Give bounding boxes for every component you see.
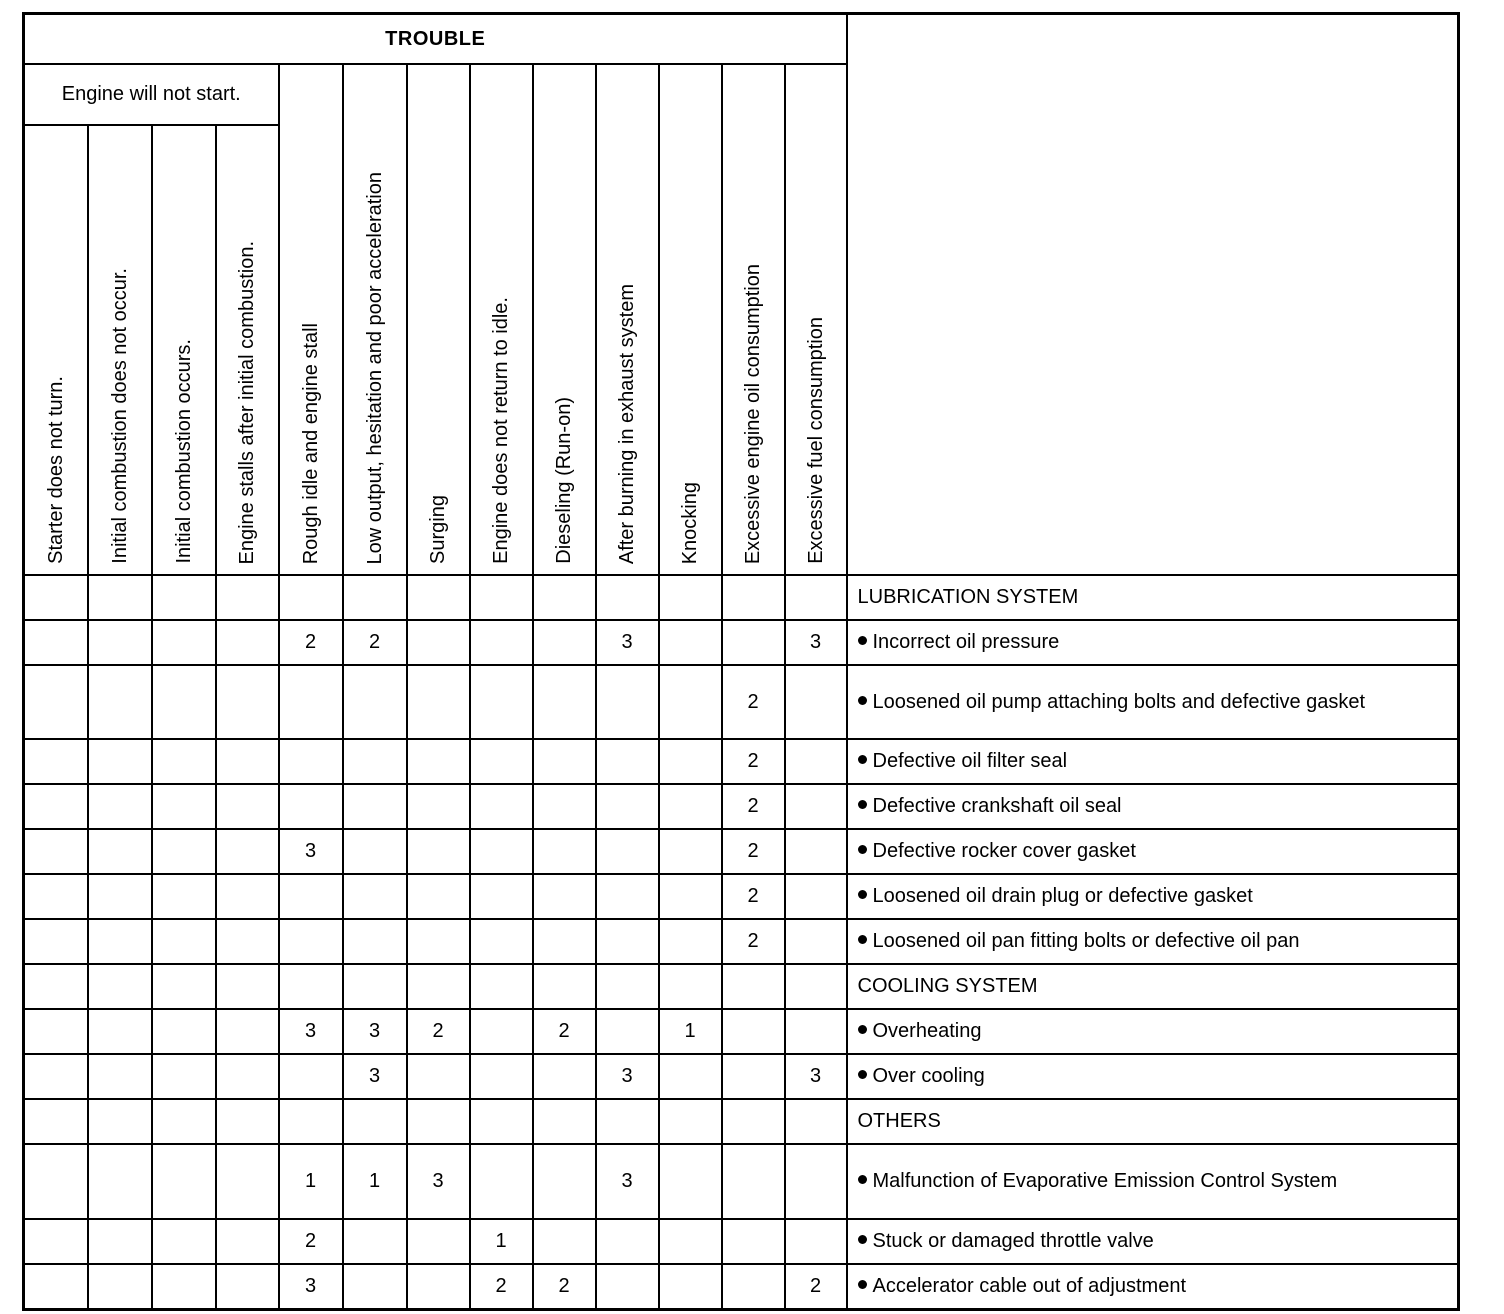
rating-cell bbox=[596, 575, 659, 620]
col-header-1 bbox=[24, 125, 88, 575]
bullet-icon bbox=[858, 1025, 867, 1034]
table-row bbox=[24, 1009, 1459, 1054]
rating-cell bbox=[88, 1144, 152, 1219]
rating-cell bbox=[785, 964, 847, 1009]
rating-cell bbox=[470, 874, 533, 919]
rating-cell: 1 bbox=[343, 1144, 407, 1219]
col-header-label: Low output, hesitation and poor acceleration bbox=[363, 171, 386, 564]
rating-cell: 2 bbox=[722, 829, 785, 874]
cause-cell bbox=[847, 784, 1459, 829]
section-row bbox=[24, 575, 1459, 620]
rating-cell bbox=[785, 739, 847, 784]
rating-cell: 3 bbox=[407, 1144, 470, 1219]
col-header-4 bbox=[216, 125, 279, 575]
rating-cell bbox=[88, 1099, 152, 1144]
rating-cell bbox=[343, 739, 407, 784]
rating-cell bbox=[659, 784, 722, 829]
rating-cell bbox=[533, 620, 596, 665]
rating-cell bbox=[785, 1144, 847, 1219]
rating-cell bbox=[407, 964, 470, 1009]
rating-cell bbox=[88, 874, 152, 919]
rating-cell: 2 bbox=[343, 620, 407, 665]
rating-cell bbox=[216, 620, 279, 665]
rating-cell: 2 bbox=[533, 1009, 596, 1054]
rating-cell bbox=[659, 620, 722, 665]
rating-cell bbox=[533, 919, 596, 964]
rating-cell bbox=[88, 964, 152, 1009]
rating-cell bbox=[722, 1219, 785, 1264]
rating-cell: 3 bbox=[343, 1054, 407, 1099]
cause-label: Defective oil filter seal bbox=[872, 750, 1068, 772]
rating-cell bbox=[279, 874, 343, 919]
table-row bbox=[24, 919, 1459, 964]
rating-cell: 2 bbox=[722, 874, 785, 919]
rating-cell: 3 bbox=[596, 620, 659, 665]
rating-cell bbox=[24, 620, 88, 665]
section-label: OTHERS bbox=[857, 1110, 941, 1132]
cause-label: Overheating bbox=[872, 1020, 982, 1042]
rating-cell bbox=[722, 1099, 785, 1144]
rating-cell bbox=[722, 1264, 785, 1310]
rating-cell bbox=[343, 1099, 407, 1144]
col-header-12 bbox=[722, 64, 785, 575]
rating-cell bbox=[596, 1219, 659, 1264]
rating-cell bbox=[470, 739, 533, 784]
rating-cell bbox=[152, 665, 216, 739]
col-header-label: After burning in exhaust system bbox=[616, 283, 638, 564]
rating-cell bbox=[407, 665, 470, 739]
rating-cell bbox=[88, 620, 152, 665]
rating-cell bbox=[24, 964, 88, 1009]
table-body bbox=[24, 575, 1459, 1310]
table-row bbox=[24, 874, 1459, 919]
rating-cell bbox=[24, 1099, 88, 1144]
rating-cell bbox=[722, 964, 785, 1009]
rating-cell bbox=[596, 829, 659, 874]
rating-cell bbox=[88, 829, 152, 874]
table-row bbox=[24, 620, 1459, 665]
rating-cell bbox=[152, 829, 216, 874]
rating-cell bbox=[470, 1144, 533, 1219]
rating-cell bbox=[152, 1009, 216, 1054]
rating-cell bbox=[279, 1099, 343, 1144]
rating-cell bbox=[533, 784, 596, 829]
rating-cell bbox=[596, 1099, 659, 1144]
rating-cell: 2 bbox=[407, 1009, 470, 1054]
section-row bbox=[24, 1099, 1459, 1144]
col-header-10 bbox=[596, 64, 659, 575]
cause-label: Over cooling bbox=[872, 1065, 985, 1087]
rating-cell bbox=[407, 784, 470, 829]
cause-cell bbox=[847, 739, 1459, 784]
rating-cell bbox=[216, 575, 279, 620]
trouble-diagnosis-table bbox=[22, 12, 1460, 1311]
rating-cell bbox=[533, 1054, 596, 1099]
rating-cell bbox=[659, 739, 722, 784]
col-header-label: Knocking bbox=[679, 481, 701, 564]
rating-cell bbox=[659, 665, 722, 739]
rating-cell bbox=[470, 1009, 533, 1054]
rating-cell bbox=[152, 919, 216, 964]
rating-cell bbox=[785, 919, 847, 964]
rating-cell bbox=[152, 620, 216, 665]
table-row bbox=[24, 665, 1459, 739]
section-label-cell bbox=[847, 575, 1459, 620]
rating-cell bbox=[24, 665, 88, 739]
rating-cell bbox=[343, 1219, 407, 1264]
rating-cell bbox=[152, 964, 216, 1009]
col-header-7 bbox=[407, 64, 470, 575]
section-label: COOLING SYSTEM bbox=[857, 975, 1038, 997]
table-row bbox=[24, 1264, 1459, 1310]
col-header-label: Engine stalls after initial combustion. bbox=[236, 240, 258, 564]
rating-cell bbox=[533, 874, 596, 919]
rating-cell bbox=[785, 1099, 847, 1144]
rating-cell bbox=[470, 919, 533, 964]
rating-cell bbox=[216, 964, 279, 1009]
rating-cell: 1 bbox=[659, 1009, 722, 1054]
table-row bbox=[24, 1219, 1459, 1264]
rating-cell bbox=[24, 1264, 88, 1310]
rating-cell bbox=[152, 1144, 216, 1219]
rating-cell bbox=[279, 1054, 343, 1099]
bullet-icon bbox=[858, 1280, 867, 1289]
rating-cell bbox=[596, 784, 659, 829]
rating-cell bbox=[407, 739, 470, 784]
bullet-icon bbox=[858, 636, 867, 645]
rating-cell bbox=[88, 1219, 152, 1264]
rating-cell bbox=[343, 829, 407, 874]
rating-cell bbox=[785, 575, 847, 620]
col-header-label: Excessive fuel consumption bbox=[804, 317, 827, 564]
cause-label: Stuck or damaged throttle valve bbox=[872, 1230, 1154, 1252]
rating-cell bbox=[659, 829, 722, 874]
rating-cell bbox=[216, 829, 279, 874]
bullet-icon bbox=[858, 1175, 867, 1184]
rating-cell bbox=[722, 1009, 785, 1054]
table-row bbox=[24, 784, 1459, 829]
rating-cell bbox=[24, 1009, 88, 1054]
bullet-icon bbox=[858, 845, 867, 854]
rating-cell bbox=[407, 1264, 470, 1310]
rating-cell bbox=[279, 739, 343, 784]
rating-cell bbox=[785, 665, 847, 739]
bullet-icon bbox=[858, 1235, 867, 1244]
col-header-5 bbox=[279, 64, 343, 575]
col-header-label: Initial combustion occurs. bbox=[172, 339, 195, 564]
rating-cell bbox=[24, 1054, 88, 1099]
rating-cell bbox=[785, 1219, 847, 1264]
rating-cell bbox=[152, 575, 216, 620]
rating-cell bbox=[343, 665, 407, 739]
rating-cell bbox=[659, 964, 722, 1009]
cause-cell bbox=[847, 874, 1459, 919]
rating-cell: 3 bbox=[343, 1009, 407, 1054]
bullet-icon bbox=[858, 935, 867, 944]
rating-cell bbox=[88, 919, 152, 964]
rating-cell bbox=[533, 665, 596, 739]
rating-cell bbox=[24, 784, 88, 829]
rating-cell bbox=[152, 1264, 216, 1310]
rating-cell bbox=[279, 665, 343, 739]
cause-cell bbox=[847, 665, 1459, 739]
rating-cell bbox=[88, 1054, 152, 1099]
rating-cell bbox=[470, 964, 533, 1009]
rating-cell: 2 bbox=[722, 739, 785, 784]
rating-cell bbox=[88, 1009, 152, 1054]
rating-cell bbox=[533, 829, 596, 874]
col-header-label: Starter does not turn. bbox=[44, 376, 67, 564]
rating-cell bbox=[407, 1219, 470, 1264]
rating-cell bbox=[216, 739, 279, 784]
rating-cell bbox=[659, 919, 722, 964]
section-label-cell bbox=[847, 964, 1459, 1009]
rating-cell bbox=[533, 964, 596, 1009]
col-header-label: Engine does not return to idle. bbox=[490, 297, 512, 564]
cause-label: Defective crankshaft oil seal bbox=[872, 795, 1122, 817]
rating-cell bbox=[216, 874, 279, 919]
rating-cell bbox=[88, 1264, 152, 1310]
rating-cell bbox=[407, 620, 470, 665]
bullet-icon bbox=[858, 696, 867, 705]
rating-cell bbox=[659, 575, 722, 620]
cause-cell bbox=[847, 1219, 1459, 1264]
rating-cell bbox=[24, 739, 88, 784]
table-row bbox=[24, 739, 1459, 784]
bullet-icon bbox=[858, 755, 867, 764]
rating-cell bbox=[343, 964, 407, 1009]
rating-cell bbox=[470, 620, 533, 665]
rating-cell bbox=[216, 1099, 279, 1144]
cause-cell bbox=[847, 919, 1459, 964]
rating-cell bbox=[279, 784, 343, 829]
table-row bbox=[24, 1054, 1459, 1099]
rating-cell: 2 bbox=[722, 665, 785, 739]
rating-cell bbox=[279, 964, 343, 1009]
rating-cell bbox=[659, 1219, 722, 1264]
rating-cell bbox=[216, 1009, 279, 1054]
rating-cell: 3 bbox=[279, 829, 343, 874]
rating-cell: 3 bbox=[279, 1264, 343, 1310]
rating-cell bbox=[216, 1219, 279, 1264]
rating-cell bbox=[343, 874, 407, 919]
rating-cell bbox=[596, 665, 659, 739]
rating-cell bbox=[216, 919, 279, 964]
col-header-2 bbox=[88, 125, 152, 575]
bullet-icon bbox=[858, 1070, 867, 1079]
rating-cell bbox=[279, 575, 343, 620]
rating-cell bbox=[533, 1144, 596, 1219]
rating-cell: 2 bbox=[533, 1264, 596, 1310]
rating-cell bbox=[407, 919, 470, 964]
col-header-label: Dieseling (Run-on) bbox=[553, 397, 575, 564]
cause-label: Loosened oil pump attaching bolts and defective gasket bbox=[872, 690, 1366, 713]
rating-cell bbox=[24, 874, 88, 919]
rating-cell bbox=[470, 1054, 533, 1099]
col-header-label: Surging bbox=[427, 495, 449, 564]
cause-label: Defective rocker cover gasket bbox=[872, 840, 1136, 862]
rating-cell bbox=[216, 1054, 279, 1099]
rating-cell bbox=[279, 919, 343, 964]
rating-cell bbox=[659, 874, 722, 919]
rating-cell bbox=[533, 1099, 596, 1144]
rating-cell bbox=[785, 829, 847, 874]
rating-cell bbox=[24, 1144, 88, 1219]
rating-cell: 3 bbox=[785, 1054, 847, 1099]
col-header-3 bbox=[152, 125, 216, 575]
rating-cell: 2 bbox=[279, 1219, 343, 1264]
rating-cell: 3 bbox=[596, 1144, 659, 1219]
rating-cell bbox=[470, 784, 533, 829]
rating-cell bbox=[407, 1099, 470, 1144]
col-header-6 bbox=[343, 64, 407, 575]
rating-cell bbox=[88, 665, 152, 739]
rating-cell bbox=[152, 874, 216, 919]
rating-cell bbox=[24, 575, 88, 620]
rating-cell bbox=[722, 620, 785, 665]
rating-cell bbox=[659, 1264, 722, 1310]
bullet-icon bbox=[858, 890, 867, 899]
rating-cell bbox=[343, 919, 407, 964]
rating-cell: 2 bbox=[722, 784, 785, 829]
rating-cell bbox=[343, 784, 407, 829]
col-header-label: Excessive engine oil consumption bbox=[742, 263, 764, 564]
cause-label: Accelerator cable out of adjustment bbox=[872, 1275, 1187, 1297]
header-blank-cell bbox=[847, 14, 1459, 576]
rating-cell bbox=[470, 665, 533, 739]
rating-cell bbox=[533, 575, 596, 620]
rating-cell bbox=[470, 575, 533, 620]
col-header-11 bbox=[659, 64, 722, 575]
rating-cell bbox=[722, 1144, 785, 1219]
rating-cell bbox=[533, 1219, 596, 1264]
rating-cell bbox=[470, 1099, 533, 1144]
rating-cell: 2 bbox=[470, 1264, 533, 1310]
rating-cell bbox=[343, 1264, 407, 1310]
cause-label: Loosened oil pan fitting bolts or defective oil pan bbox=[872, 930, 1300, 952]
rating-cell bbox=[152, 1219, 216, 1264]
col-header-label: Initial combustion does not occur. bbox=[108, 268, 131, 564]
rating-cell bbox=[596, 739, 659, 784]
cause-label: Incorrect oil pressure bbox=[872, 631, 1060, 653]
col-header-9 bbox=[533, 64, 596, 575]
rating-cell bbox=[152, 739, 216, 784]
rating-cell: 2 bbox=[785, 1264, 847, 1310]
col-header-8 bbox=[470, 64, 533, 575]
rating-cell bbox=[24, 829, 88, 874]
rating-cell bbox=[659, 1144, 722, 1219]
cause-cell bbox=[847, 620, 1459, 665]
rating-cell bbox=[216, 665, 279, 739]
rating-cell: 2 bbox=[279, 620, 343, 665]
section-label-cell bbox=[847, 1099, 1459, 1144]
rating-cell bbox=[152, 1099, 216, 1144]
trouble-title: TROUBLE bbox=[24, 14, 847, 65]
rating-cell: 2 bbox=[722, 919, 785, 964]
rating-cell bbox=[407, 575, 470, 620]
rating-cell bbox=[216, 1144, 279, 1219]
rating-cell bbox=[785, 784, 847, 829]
rating-cell bbox=[596, 1009, 659, 1054]
rating-cell bbox=[596, 964, 659, 1009]
rating-cell bbox=[343, 575, 407, 620]
rating-cell bbox=[407, 874, 470, 919]
rating-cell bbox=[596, 874, 659, 919]
col-header-label: Rough idle and engine stall bbox=[299, 322, 322, 564]
rating-cell: 3 bbox=[785, 620, 847, 665]
rating-cell bbox=[88, 739, 152, 784]
table-row bbox=[24, 829, 1459, 874]
bullet-icon bbox=[858, 800, 867, 809]
rating-cell bbox=[785, 1009, 847, 1054]
table-row bbox=[24, 1144, 1459, 1219]
rating-cell bbox=[88, 784, 152, 829]
cause-cell bbox=[847, 1264, 1459, 1310]
cause-label: Loosened oil drain plug or defective gasket bbox=[872, 885, 1253, 907]
section-label: LUBRICATION SYSTEM bbox=[857, 586, 1079, 608]
engine-will-not-start-header: Engine will not start. bbox=[24, 64, 279, 125]
rating-cell bbox=[152, 784, 216, 829]
cause-cell bbox=[847, 1054, 1459, 1099]
rating-cell bbox=[407, 829, 470, 874]
rating-cell: 3 bbox=[596, 1054, 659, 1099]
cause-cell bbox=[847, 1009, 1459, 1054]
cause-cell bbox=[847, 829, 1459, 874]
rating-cell bbox=[470, 829, 533, 874]
cause-label: Malfunction of Evaporative Emission Control System bbox=[872, 1170, 1338, 1192]
rating-cell: 3 bbox=[279, 1009, 343, 1054]
rating-cell bbox=[24, 1219, 88, 1264]
rating-cell: 1 bbox=[279, 1144, 343, 1219]
rating-cell bbox=[152, 1054, 216, 1099]
col-header-13 bbox=[785, 64, 847, 575]
rating-cell bbox=[722, 575, 785, 620]
section-row bbox=[24, 964, 1459, 1009]
rating-cell bbox=[785, 874, 847, 919]
rating-cell: 1 bbox=[470, 1219, 533, 1264]
rating-cell bbox=[659, 1054, 722, 1099]
cause-cell bbox=[847, 1144, 1459, 1219]
rating-cell bbox=[216, 784, 279, 829]
rating-cell bbox=[596, 1264, 659, 1310]
rating-cell bbox=[88, 575, 152, 620]
rating-cell bbox=[596, 919, 659, 964]
rating-cell bbox=[407, 1054, 470, 1099]
rating-cell bbox=[659, 1099, 722, 1144]
rating-cell bbox=[722, 1054, 785, 1099]
rating-cell bbox=[216, 1264, 279, 1310]
rating-cell bbox=[24, 919, 88, 964]
rating-cell bbox=[533, 739, 596, 784]
